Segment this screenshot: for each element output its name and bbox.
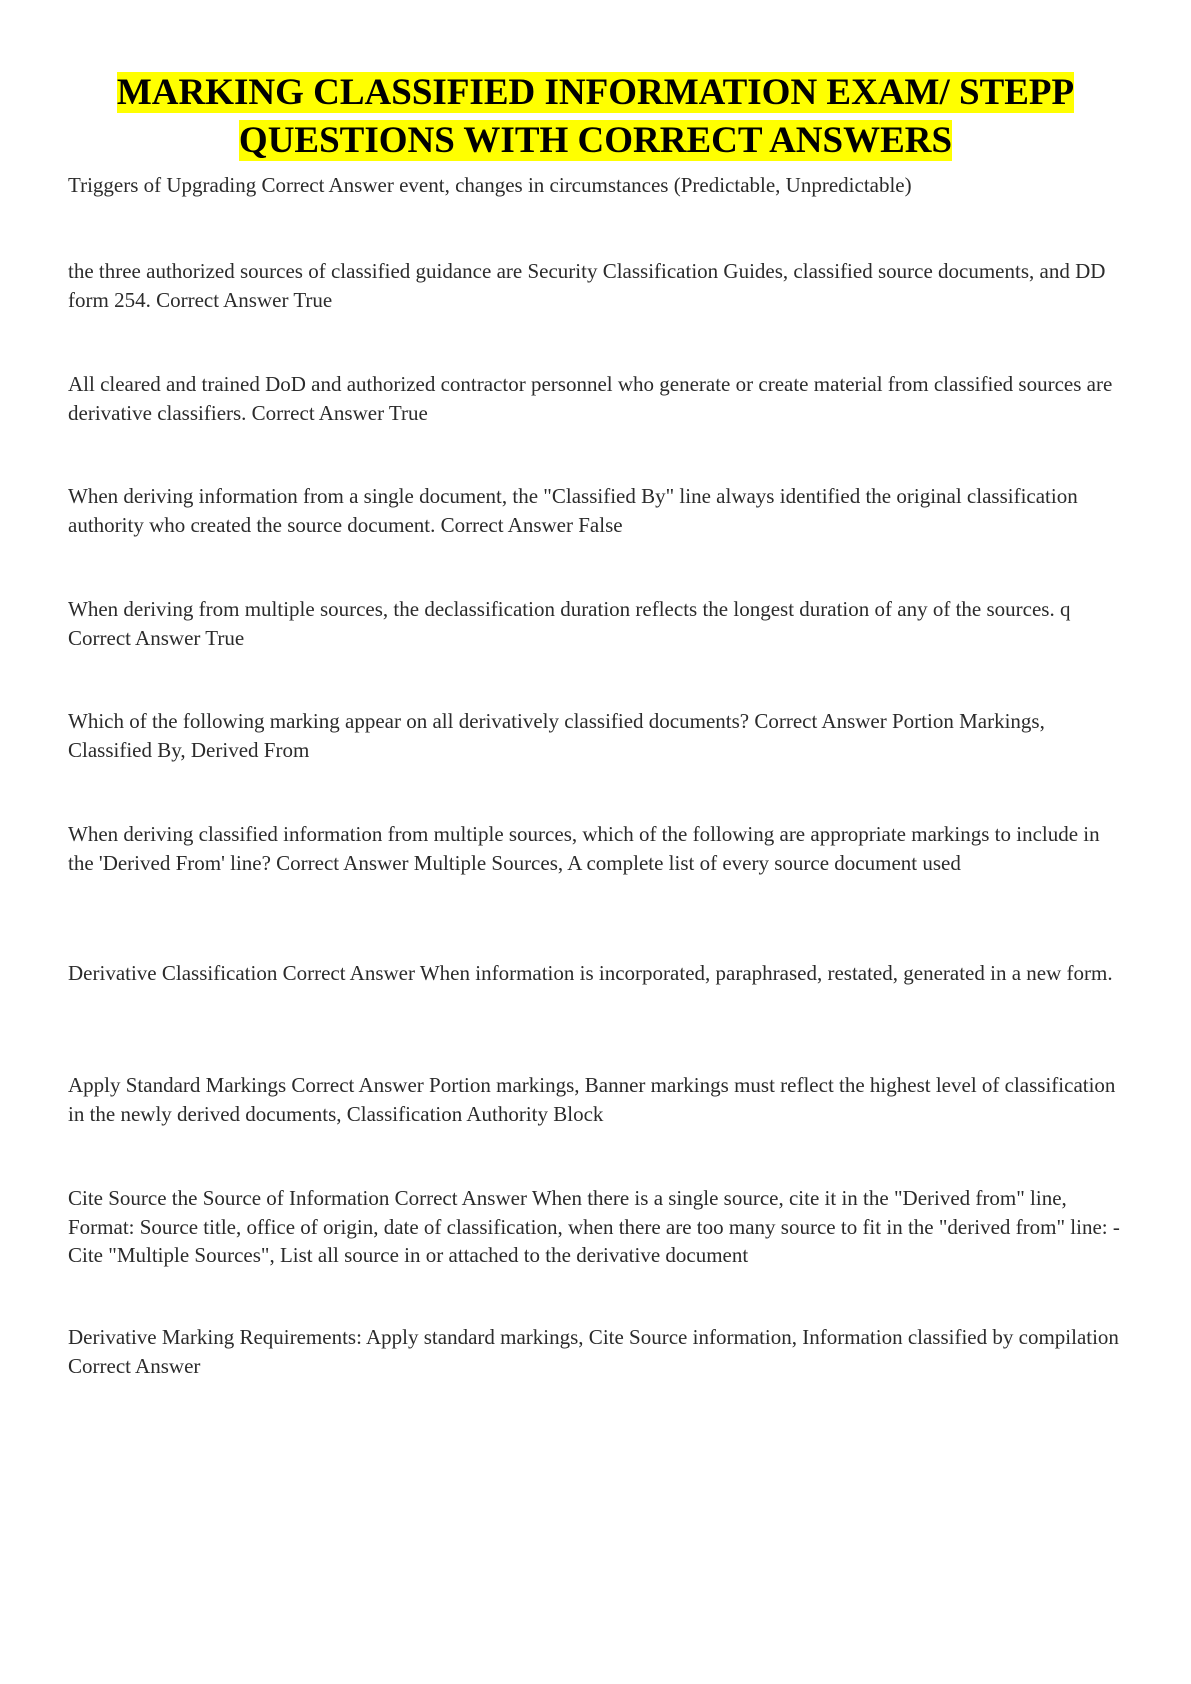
qa-entry-5: When deriving from multiple sources, the declassification duration reflects the longest duration of any of the sources. q Correct Answer True xyxy=(68,597,1071,650)
title-line-1: MARKING CLASSIFIED INFORMATION EXAM/ STEPP xyxy=(116,72,1075,113)
qa-entry-1: Triggers of Upgrading Correct Answer event, changes in circumstances (Predictable, Unpredictable) xyxy=(68,173,912,197)
qa-entry-2: the three authorized sources of classified guidance are Security Classification Guides, classified source documents, and DD form 254. Correct Answer True xyxy=(68,259,1106,312)
qa-entry-3: All cleared and trained DoD and authorized contractor personnel who generate or create material from classified sources are derivative classifiers. Correct Answer True xyxy=(68,372,1113,425)
qa-entry-4: When deriving information from a single document, the "Classified By" line always identified the original classification authority who created the source document. Correct Answer False xyxy=(68,484,1078,537)
document-title xyxy=(40,69,1151,165)
title-line-2: QUESTIONS WITH CORRECT ANSWERS xyxy=(238,120,953,161)
qa-entry-7: When deriving classified information from multiple sources, which of the following are appropriate markings to include in the 'Derived From' line? Correct Answer Multiple Sources, A complete list of every source document used xyxy=(68,822,1100,875)
qa-entry-9: Apply Standard Markings Correct Answer Portion markings, Banner markings must reflect the highest level of classification in the newly derived documents, Classification Authority Block xyxy=(68,1073,1116,1126)
qa-entry-8: Derivative Classification Correct Answer When information is incorporated, paraphrased, restated, generated in a new form. xyxy=(68,961,1113,985)
qa-entry-11: Derivative Marking Requirements: Apply standard markings, Cite Source information, Information classified by compilation Correct Answer xyxy=(68,1325,1119,1378)
qa-entry-10: Cite Source the Source of Information Correct Answer When there is a single source, cite it in the "Derived from" line, Format: Source title, office of origin, date of classification, when there are too many source to fit in the "derived from" line: -Cite "Multiple Sources", List all source in or attached to the derivative document xyxy=(68,1186,1120,1267)
qa-entry-6: Which of the following marking appear on all derivatively classified documents? Correct Answer Portion Markings, Classified By, Derived From xyxy=(68,709,1045,762)
